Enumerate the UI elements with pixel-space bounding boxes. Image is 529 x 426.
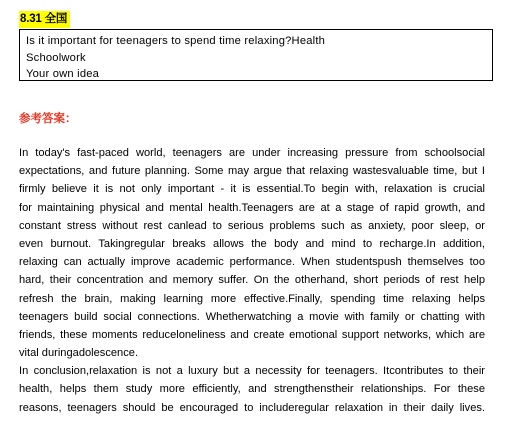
essay-line: even burnout. Takingregular breaks allows the body and mind to recharge.In addition, — [19, 237, 485, 250]
essay-line: In conclusion,relaxation is not a luxury but a necessity for teenagers. Itcontributes to their — [19, 365, 485, 378]
question-tag: 8.31 全国 — [19, 11, 70, 28]
essay-line: reasons, teenagers should be encouraged to includeregular relaxation in their daily lives. — [19, 401, 485, 414]
writing-prompt-box — [19, 29, 493, 81]
essay-line: firmly believe it is not only important - it is essential.To begin with, relaxation is crucial — [19, 183, 485, 196]
essay-line: refresh the brain, making learning more effective.Finally, spending time relaxing helps — [19, 292, 485, 305]
essay-body — [19, 144, 485, 417]
essay-line: vital duringadolescence. — [19, 347, 139, 360]
essay-line: friends, these moments reduceloneliness and create emotional support networks, which are — [19, 328, 485, 341]
essay-line: teenagers build social connections. Whetherwatching a movie with family or chatting with — [19, 310, 485, 323]
prompt-line: Your own idea — [26, 68, 100, 80]
essay-line: constant stress without rest canlead to serious problems such as anxiety, poor sleep, or — [19, 219, 485, 232]
essay-line: for maintaining physical and mental health.Teenagers are at a stage of rapid growth, and — [19, 201, 485, 214]
essay-line: hard, their concentration and memory suffer. On the otherhand, short periods of rest help — [19, 274, 485, 287]
essay-line: In today's fast-paced world, teenagers are under increasing pressure from schoolsocial — [19, 147, 485, 159]
essay-line: expectations, and future planning. Some may argue that relaxing wastesvaluable time, but I — [19, 165, 485, 178]
prompt-line: Is it important for teenagers to spend time relaxing?Health — [26, 35, 326, 47]
essay-line: relaxing can actually improve academic performance. When studentspush themselves too — [19, 256, 485, 269]
prompt-line: Schoolwork — [26, 51, 86, 64]
essay-line: health, helps them study more efficiently, and strengthenstheir relationships. For these — [19, 383, 485, 396]
reference-answer-label: 参考答案： — [19, 113, 77, 125]
